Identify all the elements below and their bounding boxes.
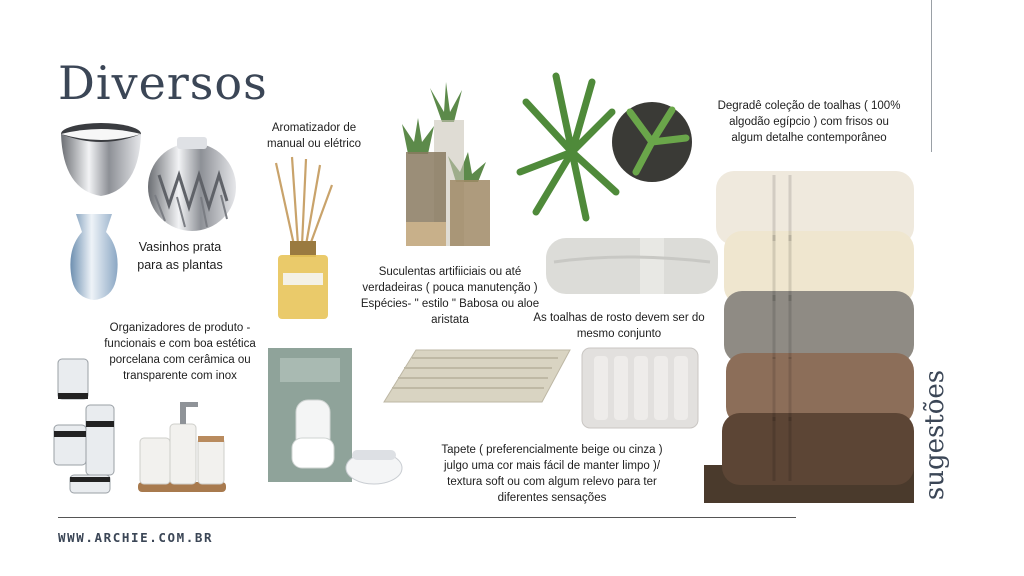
- acrylic-organizers-image: [50, 355, 124, 497]
- face-towel-image: [544, 232, 720, 300]
- rug-caption: Tapete ( preferencialmente beige ou cinza ) julgo uma cor mais fácil de manter limpo )/ textura soft ou com algum relevo para ter diferentes sensações: [441, 444, 663, 504]
- faceted-silver-vase-image: [147, 135, 237, 233]
- blue-glass-vase-image: [66, 210, 122, 302]
- grey-bath-mat-image: [580, 346, 700, 430]
- top-right-divider: [931, 0, 932, 152]
- towel-stack-image: [704, 165, 914, 503]
- diffuser-caption: Aromatizador de manual ou elétrico: [267, 122, 361, 150]
- succulents-glass-image: [402, 82, 494, 250]
- footer-divider: [58, 517, 796, 518]
- towels-gradient-caption: Degradê coleção de toalhas ( 100% algodão egípcio ) com frisos ou algum detalhe contemporâneo: [717, 100, 901, 144]
- beige-rug-image: [382, 346, 572, 406]
- page-title: Diversos: [58, 56, 268, 110]
- website-link[interactable]: WWW.ARCHIE.COM.BR: [58, 530, 214, 545]
- ceramic-bath-set-image: [136, 398, 228, 494]
- sidebar-vertical-label-box: [910, 350, 960, 520]
- sidebar-vertical-label: sugestões: [920, 369, 950, 501]
- succulents-caption: Suculentas artifiiciais ou até verdadeiras ( pouca manutenção ) Espécies- " estilo " Babosa ou aloe aristata: [360, 266, 540, 326]
- silver-bowl-image: [58, 120, 144, 200]
- vases-caption: Vasinhos prata para as plantas: [137, 240, 223, 272]
- face-towels-caption: As toalhas de rosto devem ser do mesmo conjunto: [533, 312, 705, 340]
- aloe-plants-image: [516, 72, 692, 222]
- reed-diffuser-image: [270, 155, 336, 321]
- organizers-caption: Organizadores de produto - funcionais e com boa estética porcelana com cerâmica ou transparente com inox: [104, 322, 256, 382]
